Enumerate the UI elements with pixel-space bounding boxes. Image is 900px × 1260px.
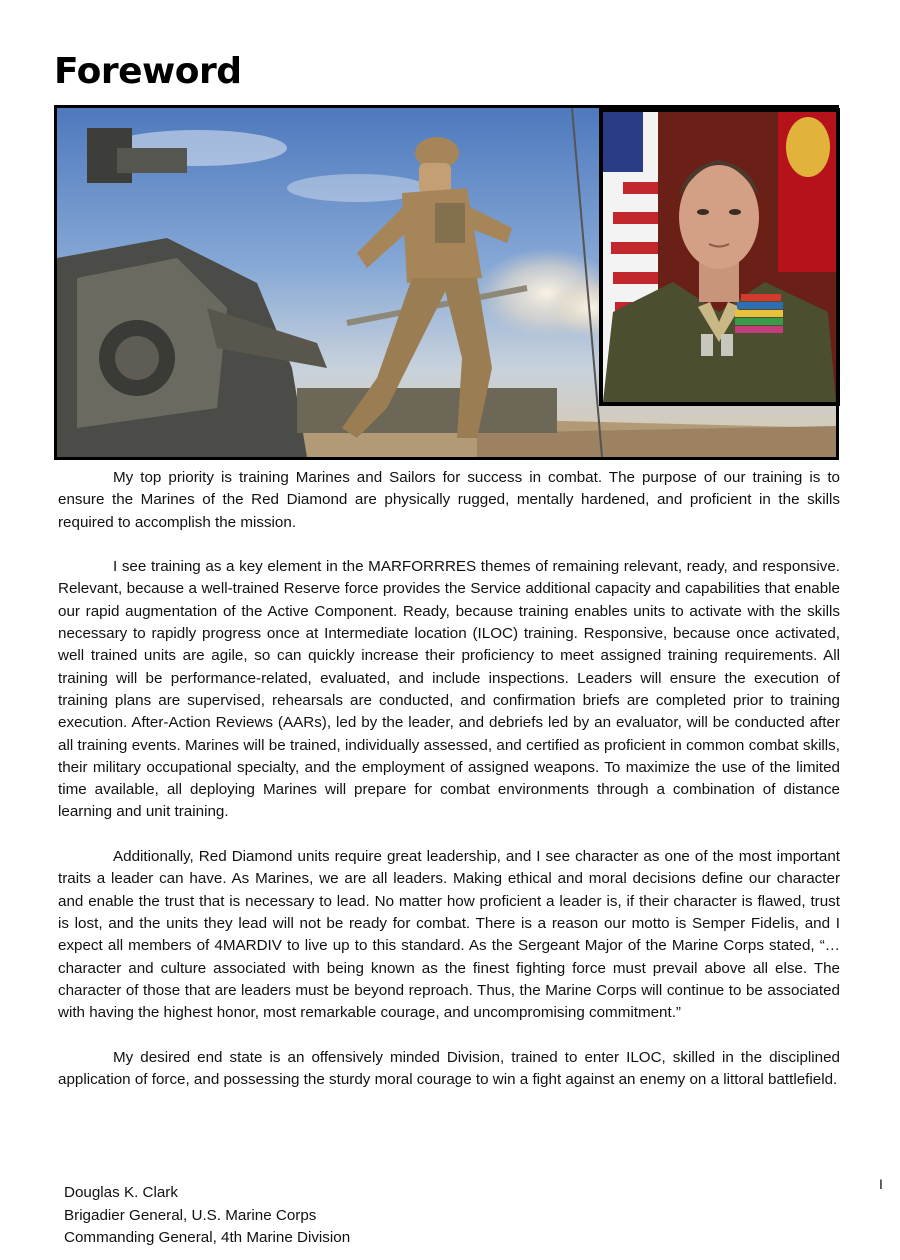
signature-position: Commanding General, 4th Marine Division	[64, 1229, 351, 1246]
paragraph-2: I see training as a key element in the MARFORRRES themes of remaining relevant, ready, and responsive. Relevant, because a well-trained Reserve force provides the Service additional capacity and capabilities that enable our rapid augmentation of the Active Component. Ready, because training enables units to activate with the skills necessary to rapidly progress once at Intermediate location (ILOC) training. Responsive, because once activated, well trained units are agile, so can quickly increase their proficiency to meet assigned training requirements. All training will be performance-related, evaluated, and include inspections. Leaders will ensure the execution of training plans are supervised, rehearsals are conducted, and confirmation briefs are completed prior to training execution. After-Action Reviews (AARs), led by the leader, and debriefs led by an evaluator, will be conducted after all training events. Marines will be trained, individually assessed, and certified as proficient in common combat skills, their military occupational specialty, and the employment of assigned weapons. To maximize the use of the limited time available, all deploying Marines will prepare for combat environments through a combination of distance learning and unit training.	[58, 558, 840, 821]
official-portrait-photo	[599, 108, 840, 406]
paragraph-3: Additionally, Red Diamond units require great leadership, and I see character as one of the most important traits a leader can have. As Marines, we are all leaders. Making ethical and moral decisions define our character and enable the trust that is necessary to lead. No matter how proficient a leader is, if their character is flawed, trust is lost, and the units they lead will not be ready for combat. There is a reason our motto is Semper Fidelis, and I expect all members of 4MARDIV to live up to this standard. As the Sergeant Major of the Marine Corps stated, “…character and culture associated with being known as the finest fighting force must prevail above all else. The character of those that are leaders must be beyond reproach. Thus, the Marine Corps will continue to be associated with having the highest honor, most remarkable courage, and uncompromising commitment.”	[58, 848, 840, 1022]
paragraph-1: My top priority is training Marines and Sailors for success in combat. The purpose of our training is to ensure the Marines of the Red Diamond are physically rugged, mentally hardened, and proficient in the skills required to accomplish the mission.	[58, 469, 840, 531]
page-title: Foreword	[54, 51, 242, 92]
signature-block	[64, 1182, 350, 1250]
foreword-body	[58, 467, 840, 1114]
page-number: I	[879, 1176, 883, 1192]
paragraph-4: My desired end state is an offensively minded Division, trained to enter ILOC, skilled in the disciplined application of force, and possessing the sturdy moral courage to win a fight against an enemy on a littoral battlefield.	[58, 1048, 840, 1089]
signature-rank: Brigadier General, U.S. Marine Corps	[64, 1206, 317, 1224]
signature-name: Douglas K. Clark	[64, 1184, 178, 1201]
